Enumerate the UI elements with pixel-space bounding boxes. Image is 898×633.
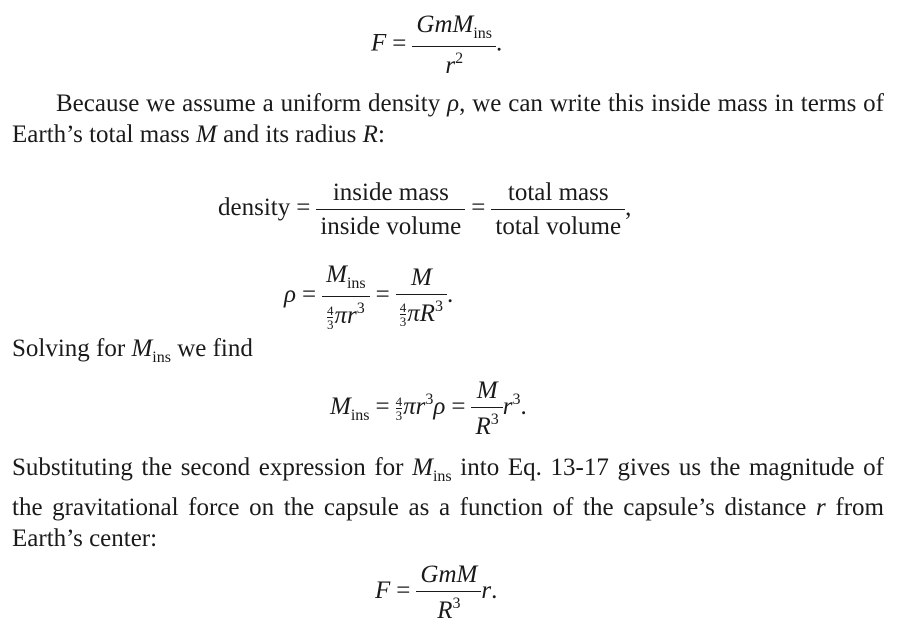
paragraph-uniform-density xyxy=(12,88,884,150)
eq3-den1-sup: 3 xyxy=(356,300,365,317)
para2-text-1: Solving for xyxy=(12,335,132,362)
eq5-num: GmM xyxy=(420,561,478,588)
para1-text-4: : xyxy=(377,121,385,148)
eq3-small-frac-n: 4 xyxy=(326,302,334,318)
eq3-den1: πr xyxy=(334,302,357,329)
equation-m-ins xyxy=(330,378,527,439)
eq3-den2-sup: 3 xyxy=(435,297,444,315)
para2-sub: ins xyxy=(152,349,171,366)
eq1-denominator-sup: 2 xyxy=(455,50,464,67)
eq3-period: . xyxy=(447,281,454,309)
eq3-small-frac2-d: 3 xyxy=(399,314,407,330)
eq4-lhs-sub: ins xyxy=(350,407,370,425)
para2-text-2: we find xyxy=(170,335,253,362)
para3-sub: ins xyxy=(432,468,452,485)
para1-R: R xyxy=(362,121,378,148)
equation-rho xyxy=(284,262,453,331)
para3-r: r xyxy=(816,494,826,521)
eq4-period: . xyxy=(520,393,527,421)
eq4-small-frac-d: 3 xyxy=(395,408,403,423)
para3-text-3: from Earth’s center: xyxy=(12,494,884,552)
eq3-equals-2: = xyxy=(375,281,390,309)
eq2-fraction-inside xyxy=(316,180,465,239)
para1-text-3: and its radius xyxy=(216,121,363,148)
paragraph-substituting xyxy=(12,452,884,554)
eq4-lhs: M xyxy=(330,393,351,421)
eq5-fraction xyxy=(416,562,481,623)
eq4-num: M xyxy=(476,377,498,404)
equation-density-ratio xyxy=(218,180,631,239)
eq4-den: R xyxy=(475,413,491,440)
eq4-den-sup: 3 xyxy=(490,411,499,428)
eq5-den: R xyxy=(437,597,453,624)
eq2-comma: , xyxy=(625,194,632,222)
eq5-period: . xyxy=(491,577,498,605)
eq3-num1: M xyxy=(326,261,347,288)
eq2-equals-2: = xyxy=(471,194,486,222)
eq5-lhs: F xyxy=(375,577,391,605)
eq4-equals-2: = xyxy=(451,393,466,421)
eq5-den-sup: 3 xyxy=(452,595,461,612)
eq1-numerator-sub: ins xyxy=(473,25,492,42)
eq4-r-sup: 3 xyxy=(512,391,521,409)
para3-M: M xyxy=(412,454,433,481)
para1-text-2: , we can write this inside mass in terms of Earth’s total mass xyxy=(12,90,884,148)
eq3-small-frac2-n: 4 xyxy=(399,300,407,316)
equation-force-inside xyxy=(371,12,502,78)
eq2-lhs: density xyxy=(218,194,291,222)
eq3-fraction-2 xyxy=(396,265,447,329)
eq1-equals: = xyxy=(392,29,407,57)
eq5-equals: = xyxy=(396,577,411,605)
eq3-num2: M xyxy=(410,263,432,291)
eq3-lhs: ρ xyxy=(284,281,296,309)
eq1-period: . xyxy=(496,29,503,57)
para1-text-1: Because we assume a uniform density xyxy=(56,90,448,117)
eq3-den2: πR xyxy=(407,299,436,327)
eq4-equals: = xyxy=(375,393,390,421)
eq1-lhs: F xyxy=(371,29,387,57)
eq3-num1-sub: ins xyxy=(346,275,366,292)
eq5-r: r xyxy=(481,577,492,605)
eq3-equals: = xyxy=(302,281,317,309)
para3-text-2: into Eq. 13-17 gives us the magnitude of the gravitational force on the capsule as a function of the capsule’s distance xyxy=(12,454,884,521)
eq1-denominator: r xyxy=(445,52,456,79)
eq4-fraction xyxy=(471,378,502,439)
para3-text-1: Substituting the second expression for xyxy=(12,454,413,481)
para2-M: M xyxy=(131,335,153,362)
eq2-fraction-total xyxy=(491,180,625,239)
eq4-mid: πr xyxy=(403,393,426,421)
eq2-num2: total mass xyxy=(507,179,609,206)
equation-force-final xyxy=(375,562,497,623)
eq4-small-frac-n: 4 xyxy=(395,394,403,409)
eq4-mid-sup: 3 xyxy=(425,391,434,409)
eq4-r: r xyxy=(502,393,513,421)
eq1-numerator: GmM xyxy=(416,11,474,38)
para1-rho: ρ xyxy=(447,90,460,117)
eq2-num1: inside mass xyxy=(332,179,449,206)
eq2-den2: total volume xyxy=(495,213,622,240)
eq2-equals: = xyxy=(296,194,311,222)
eq3-fraction-1 xyxy=(322,262,370,331)
eq3-small-frac-d: 3 xyxy=(326,316,334,332)
paragraph-solving xyxy=(12,333,884,373)
eq2-den1: inside volume xyxy=(320,213,462,240)
eq1-fraction xyxy=(412,12,496,78)
para1-M: M xyxy=(196,121,217,148)
eq4-rho: ρ xyxy=(433,393,446,421)
